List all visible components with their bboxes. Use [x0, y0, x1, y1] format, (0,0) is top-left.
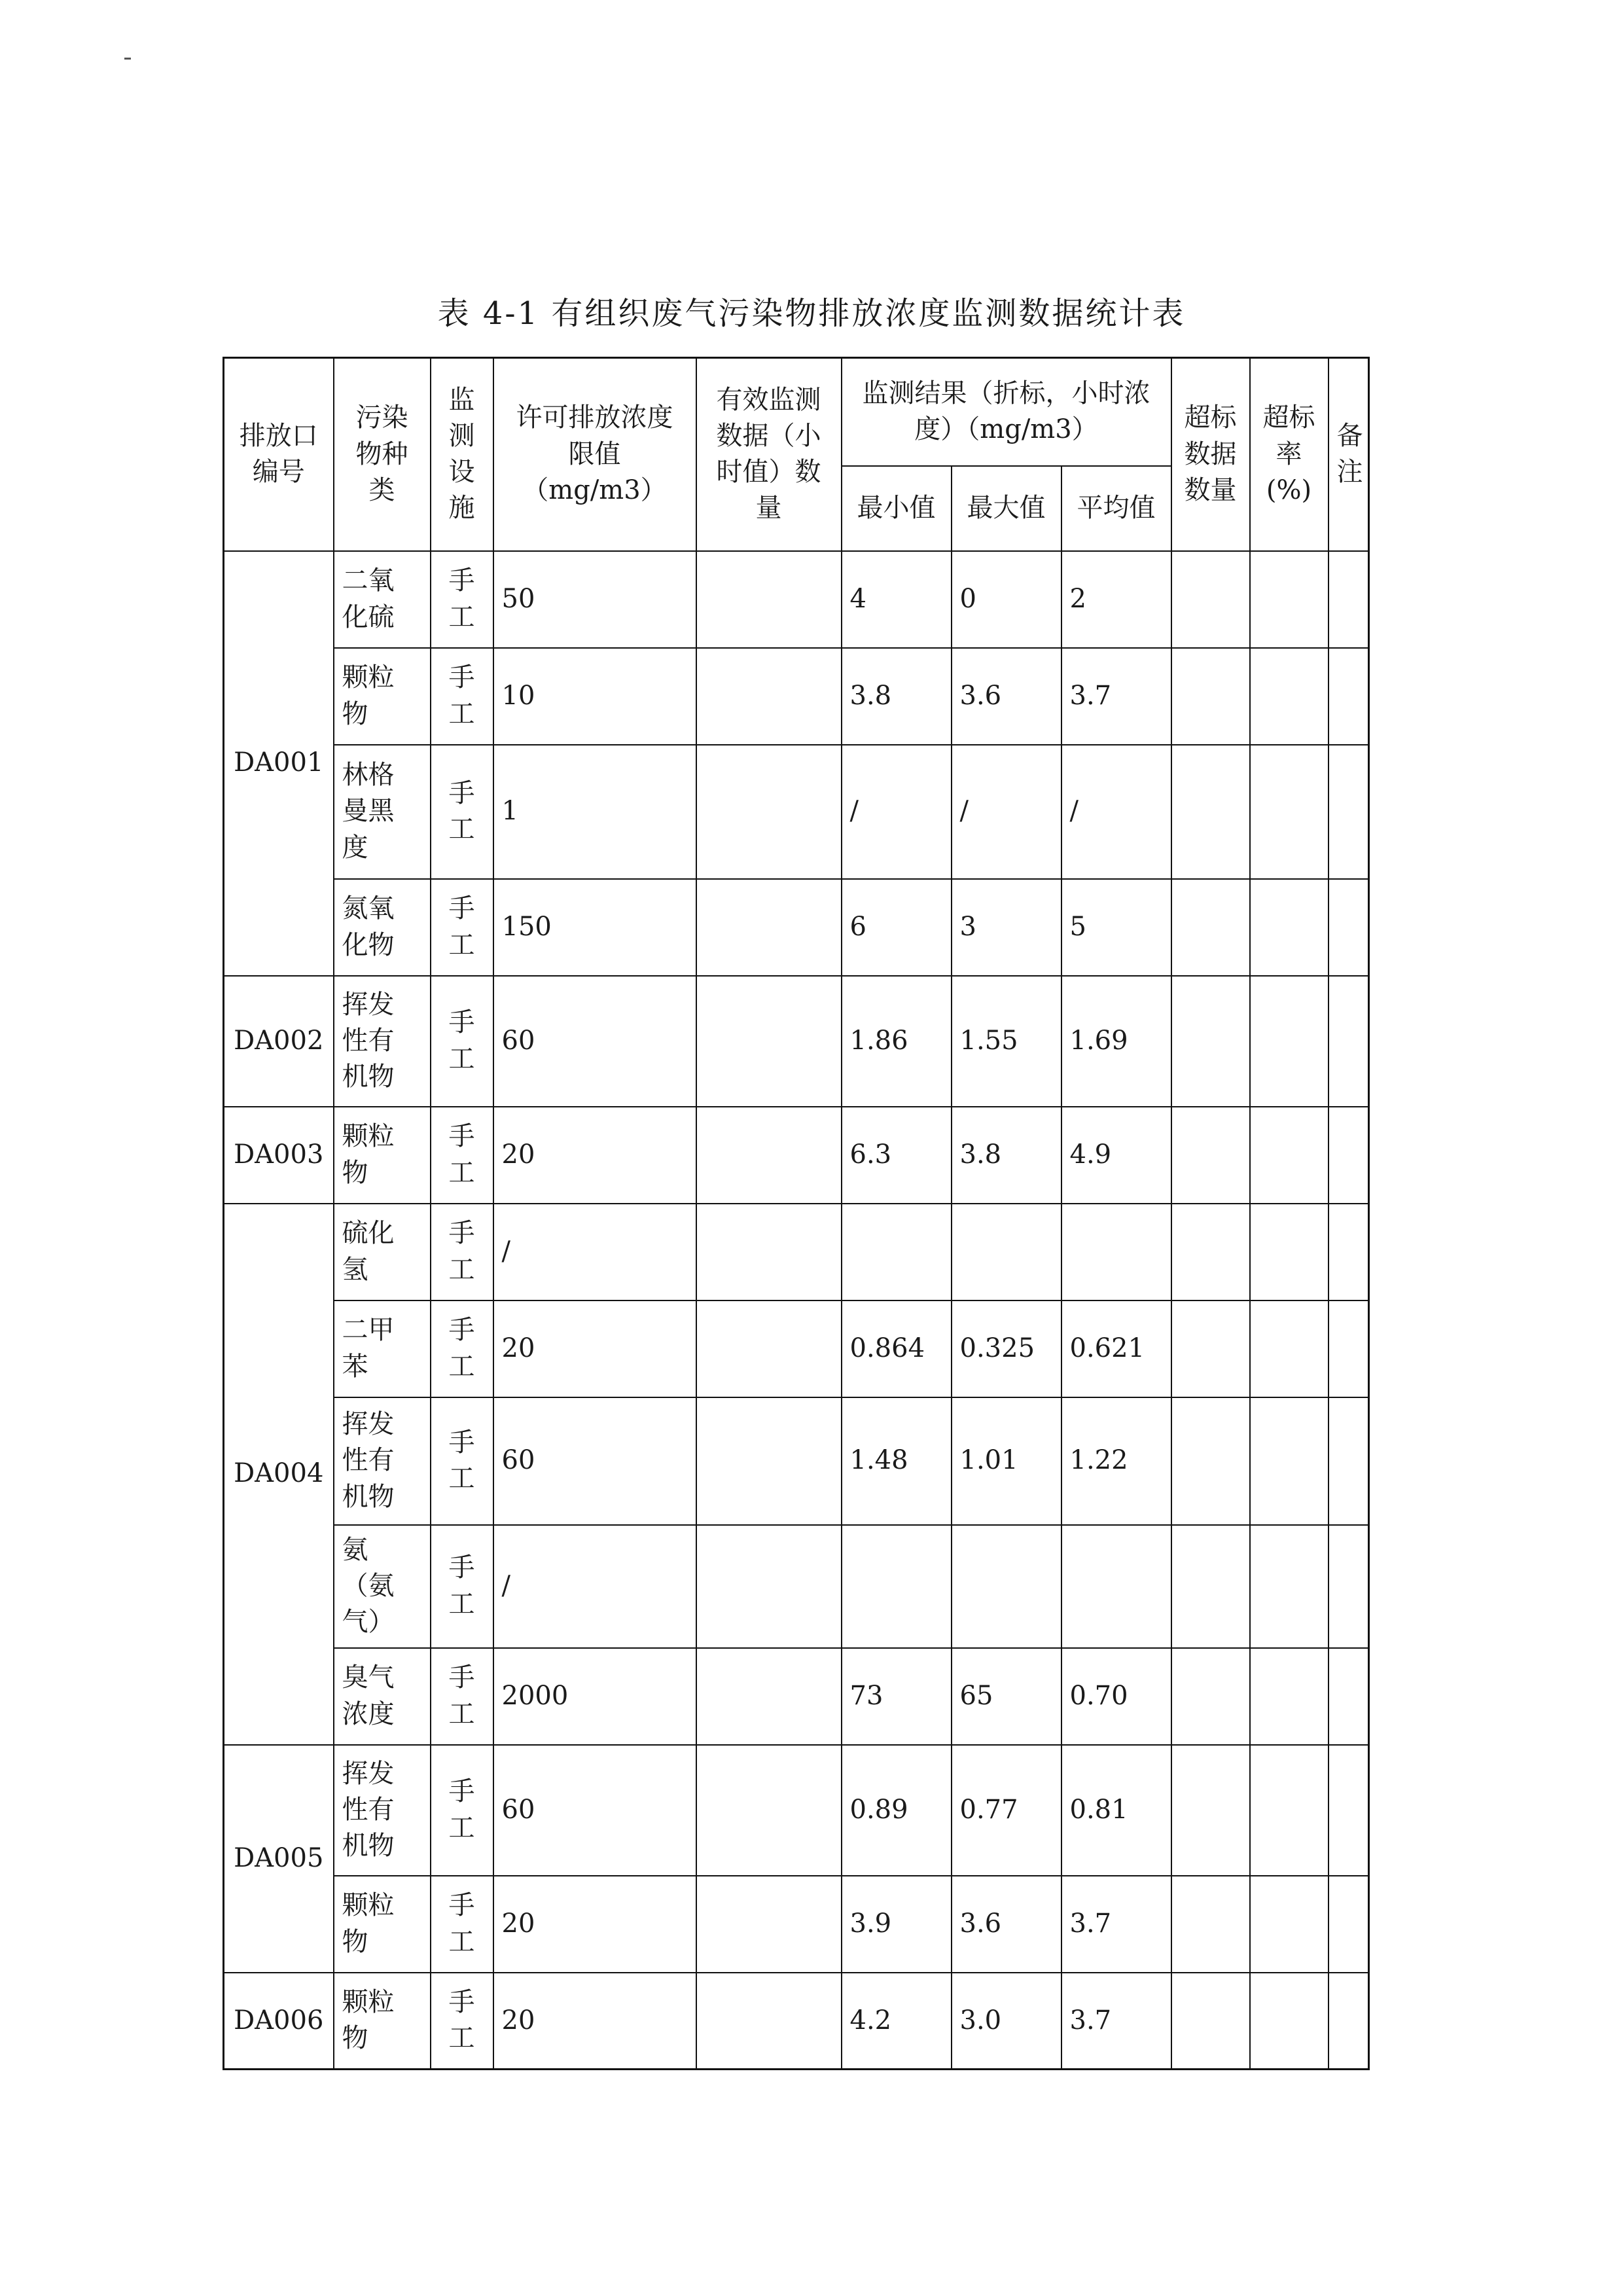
cell-pollutant: 臭气浓度: [334, 1648, 431, 1745]
cell-limit: 60: [493, 1745, 696, 1876]
cell-exceed-rate: [1250, 1107, 1329, 1204]
cell-limit: 1: [493, 745, 696, 879]
cell-max: 3.6: [952, 648, 1061, 745]
cell-exceed-rate: [1250, 1745, 1329, 1876]
cell-max: [952, 1204, 1061, 1300]
header-facility: 监测设施: [431, 358, 493, 551]
cell-remark: [1329, 1525, 1369, 1648]
header-avg: 平均值: [1061, 466, 1171, 551]
cell-max: /: [952, 745, 1061, 879]
header-min: 最小值: [842, 466, 952, 551]
cell-pollutant: 颗粒物: [334, 1876, 431, 1973]
cell-max: 3.6: [952, 1876, 1061, 1973]
cell-facility: 手工: [431, 1745, 493, 1876]
cell-valid-count: [696, 551, 842, 648]
cell-max: 3: [952, 879, 1061, 976]
cell-limit: 20: [493, 1876, 696, 1973]
cell-exceed-rate: [1250, 745, 1329, 879]
cell-exceed-rate: [1250, 879, 1329, 976]
cell-valid-count: [696, 1204, 842, 1300]
header-outlet: 排放口编号: [224, 358, 334, 551]
cell-exceed-count: [1171, 1397, 1250, 1525]
cell-max: 0: [952, 551, 1061, 648]
cell-valid-count: [696, 745, 842, 879]
cell-limit: /: [493, 1204, 696, 1300]
cell-min: 1.86: [842, 976, 952, 1107]
cell-valid-count: [696, 976, 842, 1107]
cell-remark: [1329, 1745, 1369, 1876]
cell-limit: 20: [493, 1973, 696, 2070]
cell-pollutant: 颗粒物: [334, 648, 431, 745]
cell-facility: 手工: [431, 745, 493, 879]
cell-valid-count: [696, 879, 842, 976]
cell-facility: 手工: [431, 1876, 493, 1973]
cell-avg: [1061, 1204, 1171, 1300]
cell-outlet: DA005: [224, 1745, 334, 1973]
header-results: 监测结果（折标，小时浓度）（mg/m3）: [842, 358, 1171, 466]
cell-exceed-rate: [1250, 976, 1329, 1107]
header-remark: 备注: [1329, 358, 1369, 551]
cell-exceed-rate: [1250, 1648, 1329, 1745]
cell-valid-count: [696, 1745, 842, 1876]
cell-outlet: DA006: [224, 1973, 334, 2070]
header-pollutant: 污染物种类: [334, 358, 431, 551]
cell-valid-count: [696, 1300, 842, 1397]
cell-facility: 手工: [431, 1973, 493, 2070]
cell-exceed-count: [1171, 1973, 1250, 2070]
cell-exceed-count: [1171, 1648, 1250, 1745]
cell-limit: 60: [493, 976, 696, 1107]
cell-min: [842, 1204, 952, 1300]
cell-min: 3.8: [842, 648, 952, 745]
cell-avg: 3.7: [1061, 648, 1171, 745]
cell-exceed-count: [1171, 1300, 1250, 1397]
table-row: [224, 551, 1369, 648]
cell-exceed-rate: [1250, 1397, 1329, 1525]
cell-max: 1.55: [952, 976, 1061, 1107]
cell-min: [842, 1525, 952, 1648]
cell-facility: 手工: [431, 1300, 493, 1397]
header-valid-count: 有效监测数据（小时值）数量: [696, 358, 842, 551]
cell-max: 65: [952, 1648, 1061, 1745]
cell-facility: 手工: [431, 648, 493, 745]
table-row: [224, 1745, 1369, 1876]
cell-remark: [1329, 1397, 1369, 1525]
cell-limit: 10: [493, 648, 696, 745]
cell-valid-count: [696, 1973, 842, 2070]
cell-avg: 5: [1061, 879, 1171, 976]
cell-exceed-count: [1171, 648, 1250, 745]
cell-valid-count: [696, 1876, 842, 1973]
cell-valid-count: [696, 1648, 842, 1745]
cell-pollutant: 硫化氢: [334, 1204, 431, 1300]
cell-avg: 0.81: [1061, 1745, 1171, 1876]
cell-avg: 0.621: [1061, 1300, 1171, 1397]
cell-exceed-count: [1171, 1525, 1250, 1648]
header-exceed-count: 超标数据数量: [1171, 358, 1250, 551]
cell-limit: 50: [493, 551, 696, 648]
cell-min: 4.2: [842, 1973, 952, 2070]
cell-avg: 3.7: [1061, 1973, 1171, 2070]
cell-exceed-count: [1171, 879, 1250, 976]
cell-max: 0.77: [952, 1745, 1061, 1876]
table-row: [224, 879, 1369, 976]
cell-min: 3.9: [842, 1876, 952, 1973]
cell-outlet: DA004: [224, 1204, 334, 1745]
cell-exceed-count: [1171, 976, 1250, 1107]
table-row: [224, 648, 1369, 745]
cell-avg: [1061, 1525, 1171, 1648]
cell-min: 0.864: [842, 1300, 952, 1397]
cell-pollutant: 二甲苯: [334, 1300, 431, 1397]
cell-exceed-count: [1171, 1107, 1250, 1204]
cell-avg: 1.22: [1061, 1397, 1171, 1525]
cell-pollutant: 二氧化硫: [334, 551, 431, 648]
cell-facility: 手工: [431, 1204, 493, 1300]
cell-facility: 手工: [431, 1648, 493, 1745]
header-max: 最大值: [952, 466, 1061, 551]
cell-min: /: [842, 745, 952, 879]
cell-outlet: DA002: [224, 976, 334, 1107]
cell-remark: [1329, 1973, 1369, 2070]
cell-facility: 手工: [431, 1107, 493, 1204]
cell-min: 4: [842, 551, 952, 648]
emission-monitoring-table: [223, 357, 1370, 2070]
cell-facility: 手工: [431, 1397, 493, 1525]
table-row: [224, 1300, 1369, 1397]
cell-valid-count: [696, 1525, 842, 1648]
cell-limit: 60: [493, 1397, 696, 1525]
cell-remark: [1329, 1204, 1369, 1300]
cell-avg: 3.7: [1061, 1876, 1171, 1973]
cell-limit: 20: [493, 1300, 696, 1397]
cell-limit: 2000: [493, 1648, 696, 1745]
cell-remark: [1329, 1648, 1369, 1745]
cell-remark: [1329, 976, 1369, 1107]
cell-exceed-count: [1171, 1204, 1250, 1300]
cell-pollutant: 颗粒物: [334, 1107, 431, 1204]
cell-exceed-rate: [1250, 1525, 1329, 1648]
cell-avg: 0.70: [1061, 1648, 1171, 1745]
cell-avg: /: [1061, 745, 1171, 879]
cell-pollutant: 氮氧化物: [334, 879, 431, 976]
cell-exceed-count: [1171, 551, 1250, 648]
cell-max: 3.8: [952, 1107, 1061, 1204]
cell-limit: 20: [493, 1107, 696, 1204]
cell-valid-count: [696, 1107, 842, 1204]
table-row: [224, 745, 1369, 879]
cell-exceed-rate: [1250, 1204, 1329, 1300]
cell-exceed-rate: [1250, 1973, 1329, 2070]
cell-facility: 手工: [431, 551, 493, 648]
header-limit: 许可排放浓度限值（mg/m3）: [493, 358, 696, 551]
cell-pollutant: 氨（氨气）: [334, 1525, 431, 1648]
scan-speck: [124, 58, 131, 60]
cell-avg: 4.9: [1061, 1107, 1171, 1204]
cell-pollutant: 颗粒物: [334, 1973, 431, 2070]
table-row: [224, 1204, 1369, 1300]
cell-exceed-rate: [1250, 1876, 1329, 1973]
cell-max: 0.325: [952, 1300, 1061, 1397]
cell-remark: [1329, 1300, 1369, 1397]
cell-avg: 1.69: [1061, 976, 1171, 1107]
cell-valid-count: [696, 1397, 842, 1525]
cell-limit: 150: [493, 879, 696, 976]
cell-outlet: DA001: [224, 551, 334, 976]
cell-pollutant: 挥发性有机物: [334, 976, 431, 1107]
cell-avg: 2: [1061, 551, 1171, 648]
cell-max: 3.0: [952, 1973, 1061, 2070]
cell-max: [952, 1525, 1061, 1648]
cell-remark: [1329, 648, 1369, 745]
table-row: [224, 1648, 1369, 1745]
cell-facility: 手工: [431, 879, 493, 976]
table-body: [224, 551, 1369, 2070]
cell-facility: 手工: [431, 976, 493, 1107]
cell-min: 1.48: [842, 1397, 952, 1525]
cell-min: 73: [842, 1648, 952, 1745]
table-row: [224, 1107, 1369, 1204]
cell-exceed-rate: [1250, 648, 1329, 745]
cell-valid-count: [696, 648, 842, 745]
table-title: 表 4-1 有组织废气污染物排放浓度监测数据统计表: [437, 295, 1186, 332]
table-row: [224, 1525, 1369, 1648]
cell-min: 6: [842, 879, 952, 976]
cell-outlet: DA003: [224, 1107, 334, 1204]
cell-exceed-count: [1171, 1876, 1250, 1973]
cell-exceed-count: [1171, 745, 1250, 879]
header-exceed-rate: 超标率 (%): [1250, 358, 1329, 551]
table-row: [224, 1876, 1369, 1973]
cell-remark: [1329, 879, 1369, 976]
cell-facility: 手工: [431, 1525, 493, 1648]
cell-pollutant: 挥发性有机物: [334, 1397, 431, 1525]
table-row: [224, 1973, 1369, 2070]
cell-remark: [1329, 551, 1369, 648]
cell-remark: [1329, 1107, 1369, 1204]
cell-remark: [1329, 1876, 1369, 1973]
table-row: [224, 976, 1369, 1107]
cell-min: 6.3: [842, 1107, 952, 1204]
cell-exceed-rate: [1250, 1300, 1329, 1397]
cell-max: 1.01: [952, 1397, 1061, 1525]
table-row: [224, 1397, 1369, 1525]
cell-exceed-count: [1171, 1745, 1250, 1876]
cell-pollutant: 林格曼黑度: [334, 745, 431, 879]
cell-limit: /: [493, 1525, 696, 1648]
cell-exceed-rate: [1250, 551, 1329, 648]
cell-min: 0.89: [842, 1745, 952, 1876]
cell-remark: [1329, 745, 1369, 879]
cell-pollutant: 挥发性有机物: [334, 1745, 431, 1876]
